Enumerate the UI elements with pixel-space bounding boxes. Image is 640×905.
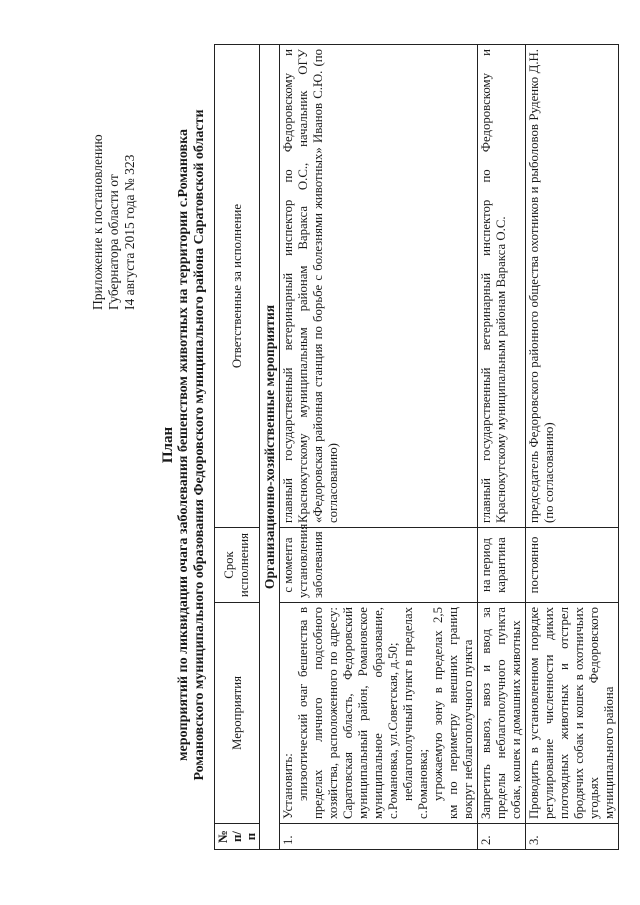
header-num: № п/п: [215, 824, 260, 850]
header-responsible: Ответственные за исполнение: [215, 45, 260, 528]
measure-line: Установить:: [281, 753, 295, 819]
annex-note: [90, 10, 138, 310]
plan-subtitle-line-2: Романовского муниципального образования Федоровского муниципального района Саратовской области: [192, 109, 207, 781]
table-header-row: [215, 45, 260, 850]
row-number: 1.: [280, 824, 478, 850]
measure-line: угрожаемую зону в пределах 2,5 км по периметру внешних границ вокруг неблагополучного пункта: [431, 607, 475, 819]
annex-line-1: Приложение к постановлению: [90, 134, 105, 310]
measure-cell: [478, 603, 526, 824]
term-cell: постоянно: [526, 528, 619, 603]
measure-line: Запретить вывоз, ввоз и ввод за пределы неблагополучного пункта собак, кошек и домашних животных: [479, 607, 523, 819]
measure-line: эпизоотический очаг бешенства в пределах личного подсобного хозяйства, расположенного по адресу: Саратовская область, Федоровский муниципальный район, Романовское муниципальное образование, с.Романовка, ул.Советская, д.50;: [296, 607, 400, 819]
measure-line: неблагополучный пункт в пределах с.Романовка;: [401, 607, 430, 819]
header-measures: Мероприятия: [215, 603, 260, 824]
row-number: 2.: [478, 824, 526, 850]
section-row: [260, 45, 280, 850]
responsible-cell: главный государственный ветеринарный инспектор по Федоровскому и Краснокутскому муниципальным районам Варакса О.С.: [478, 45, 526, 528]
table-row: [526, 45, 619, 850]
section-title: Организационно-хозяйственные мероприятия: [260, 45, 280, 850]
measure-line: Проводить в установленном порядке регулирование численности диких плотоядных животных и отстрел бродячих собак и кошек в охотничьих угодьях Федоровского муниципального района: [527, 607, 616, 819]
responsible-cell: председатель Федоровского районного общества охотников и рыболовов Руденко Д.Н. (по согласованию): [526, 45, 619, 528]
row-number: 3.: [526, 824, 619, 850]
measure-cell: [280, 603, 478, 824]
measures-table: [214, 44, 619, 850]
plan-subtitle-line-1: мероприятий по ликвидации очага заболевания бешенством животных на территории с.Романовка: [176, 129, 191, 761]
term-cell: с момента установления заболевания: [280, 528, 478, 603]
measure-cell: [526, 603, 619, 824]
table-row: [478, 45, 526, 850]
annex-line-3: I4 августа 2015 года № 323: [122, 154, 137, 310]
plan-title: План: [160, 426, 176, 464]
annex-line-2: Губернатора области от: [106, 174, 121, 310]
table-row: [280, 45, 478, 850]
responsible-cell: главный государственный ветеринарный инспектор по Федоровскому и Краснокутскому муниципальным районам Варакса О.С., начальник ОГУ «Федоровская районная станция по борьбе с болезнями животных» Иванов С.Ю. (по согласованию): [280, 45, 478, 528]
term-cell: на период карантина: [478, 528, 526, 603]
header-term: Срок исполнения: [215, 528, 260, 603]
